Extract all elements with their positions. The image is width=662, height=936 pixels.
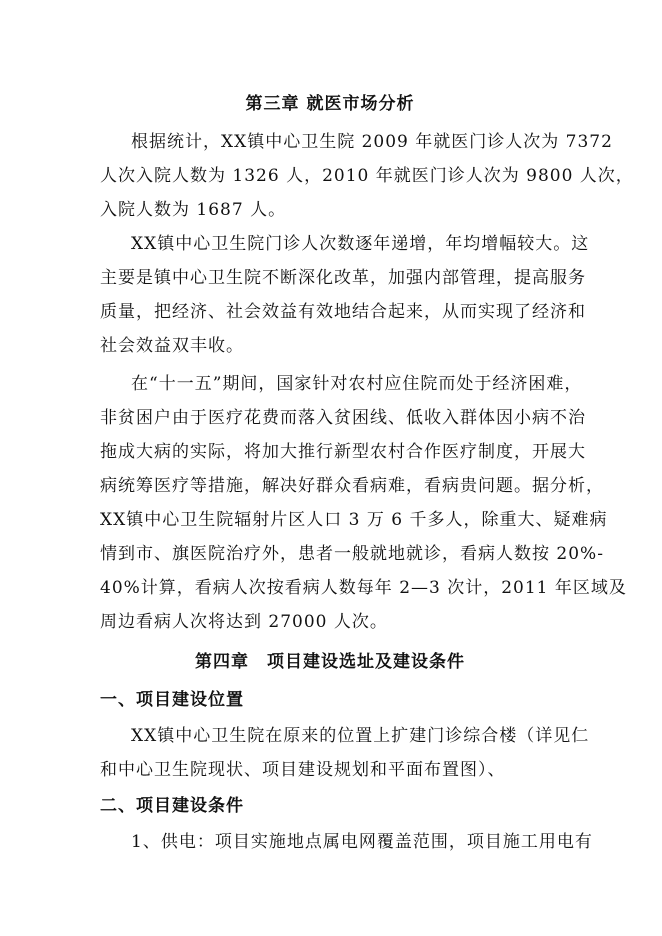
paragraph-line: 40%计算，看病人次按看病人数每年 2—3 次计，2011 年区域及 xyxy=(100,578,627,598)
paragraph-line: 根据统计，XX镇中心卫生院 2009 年就医门诊人次为 7372 xyxy=(131,132,613,152)
paragraph-line: 入院人数为 1687 人。 xyxy=(100,200,287,220)
paragraph-line: XX镇中心卫生院在原来的位置上扩建门诊综合楼（详见仁 xyxy=(131,726,590,746)
paragraph-line: 人次入院人数为 1326 人，2010 年就医门诊人次为 9800 人次， xyxy=(100,166,634,186)
chapter3-title: 第三章 就医市场分析 xyxy=(245,94,415,114)
paragraph-line: 社会效益双丰收。 xyxy=(100,336,244,356)
paragraph-line: 和中心卫生院现状、项目建设规划和平面布置图）、 xyxy=(100,760,506,780)
paragraph-line: 周边看病人次将达到 27000 人次。 xyxy=(100,612,388,632)
paragraph-line: 非贫困户由于医疗花费而落入贫困线、低收入群体因小病不治 xyxy=(100,408,586,428)
paragraph-line: 病统筹医疗等措施，解决好群众看病难，看病贵问题。据分析， xyxy=(100,476,604,496)
paragraph-line: 1、供电：项目实施地点属电网覆盖范围，项目施工用电有 xyxy=(131,832,593,852)
paragraph-line: 在“十一五”期间，国家针对农村应住院而处于经济困难， xyxy=(131,374,583,394)
paragraph-line: XX镇中心卫生院辐射片区人口 3 万 6 千多人，除重大、疑难病 xyxy=(100,510,608,530)
section2-heading: 二、项目建设条件 xyxy=(100,796,244,816)
section1-heading: 一、项目建设位置 xyxy=(100,690,244,710)
paragraph-line: 拖成大病的实际，将加大推行新型农村合作医疗制度，开展大 xyxy=(100,442,586,462)
paragraph-line: 情到市、旗医院治疗外，患者一般就地就诊，看病人数按 20%- xyxy=(100,544,604,564)
paragraph-line: XX镇中心卫生院门诊人次数逐年递增，年均增幅较大。这 xyxy=(131,234,590,254)
paragraph-line: 质量，把经济、社会效益有效地结合起来，从而实现了经济和 xyxy=(100,302,586,322)
paragraph-line: 主要是镇中心卫生院不断深化改革，加强内部管理，提高服务 xyxy=(100,268,586,288)
chapter4-title: 第四章 项目建设选址及建设条件 xyxy=(195,652,465,672)
